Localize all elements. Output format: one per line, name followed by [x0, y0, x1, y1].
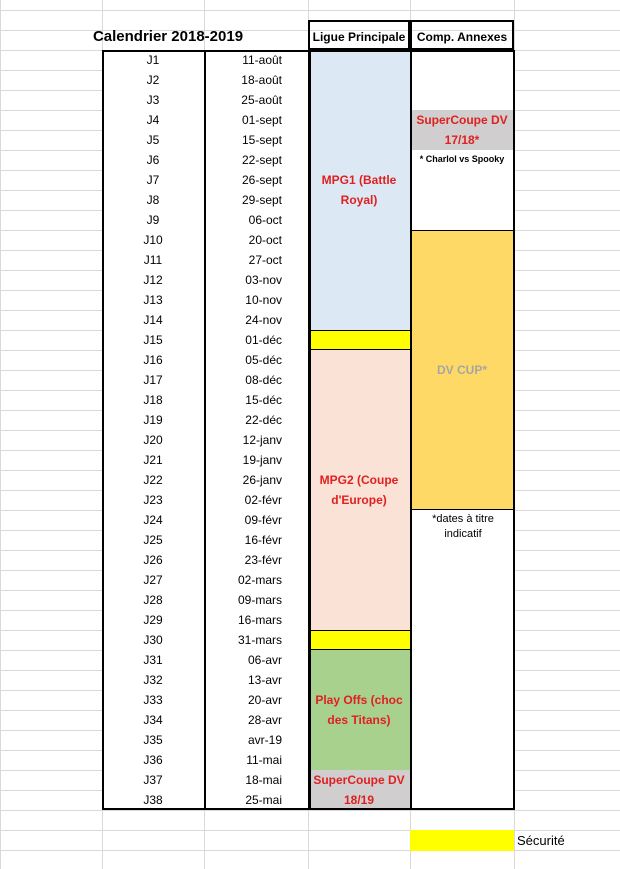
journee-cell: J5: [102, 130, 204, 150]
journee-cell: J37: [102, 770, 204, 790]
date-table-divider: [204, 50, 206, 810]
journee-cell: J21: [102, 450, 204, 470]
date-cell: 15-déc: [204, 390, 308, 410]
journee-cell: J3: [102, 90, 204, 110]
journee-cell: J32: [102, 670, 204, 690]
journee-cell: J23: [102, 490, 204, 510]
playoffs-block: Play Offs (choc des Titans): [308, 650, 410, 770]
journee-cell: J31: [102, 650, 204, 670]
date-cell: 16-mars: [204, 610, 308, 630]
legend-swatch: [410, 830, 514, 851]
date-cell: 06-oct: [204, 210, 308, 230]
journee-cell: J7: [102, 170, 204, 190]
journee-cell: J28: [102, 590, 204, 610]
journee-cell: J10: [102, 230, 204, 250]
date-cell: 31-mars: [204, 630, 308, 650]
journee-cell: J36: [102, 750, 204, 770]
date-cell: 16-févr: [204, 530, 308, 550]
journee-cell: J26: [102, 550, 204, 570]
journee-cell: J18: [102, 390, 204, 410]
journee-cell: J17: [102, 370, 204, 390]
date-cell: 22-sept: [204, 150, 308, 170]
date-cell: 25-mai: [204, 790, 308, 810]
date-cell: 11-août: [204, 50, 308, 70]
date-cell: 06-avr: [204, 650, 308, 670]
journee-cell: J14: [102, 310, 204, 330]
supercoupe-note: * Charlol vs Spooky: [419, 154, 505, 164]
dvcup-note: *dates à titre indicatif: [432, 513, 494, 540]
journee-cell: J9: [102, 210, 204, 230]
supercoupe-1718-block: SuperCoupe DV 17/18*: [410, 110, 514, 150]
date-cell: 08-déc: [204, 370, 308, 390]
journee-cell: J11: [102, 250, 204, 270]
mpg1-block: MPG1 (Battle Royal): [308, 50, 410, 330]
date-cell: 18-mai: [204, 770, 308, 790]
date-cell: 01-sept: [204, 110, 308, 130]
date-cell: 10-nov: [204, 290, 308, 310]
date-cell: 22-déc: [204, 410, 308, 430]
date-cell: 02-mars: [204, 570, 308, 590]
journee-cell: J22: [102, 470, 204, 490]
date-cell: 26-sept: [204, 170, 308, 190]
date-cell: 24-nov: [204, 310, 308, 330]
journee-cell: J30: [102, 630, 204, 650]
journee-cell: J19: [102, 410, 204, 430]
date-cell: 20-avr: [204, 690, 308, 710]
annexes-column-border: [410, 50, 515, 810]
date-cell: 23-févr: [204, 550, 308, 570]
date-cell: 15-sept: [204, 130, 308, 150]
header-comp-annexes: Comp. Annexes: [410, 20, 514, 50]
journee-cell: J4: [102, 110, 204, 130]
journee-cell: J1: [102, 50, 204, 70]
journee-cell: J6: [102, 150, 204, 170]
date-cell: 28-avr: [204, 710, 308, 730]
journee-cell: J13: [102, 290, 204, 310]
date-cell: 03-nov: [204, 270, 308, 290]
journee-cell: J2: [102, 70, 204, 90]
ligue-column-border: [308, 50, 412, 810]
date-cell: 05-déc: [204, 350, 308, 370]
journee-cell: J38: [102, 790, 204, 810]
date-cell: 02-févr: [204, 490, 308, 510]
legend-label: Sécurité: [517, 833, 565, 848]
calendar-title: Calendrier 2018-2019: [92, 28, 244, 45]
journee-cell: J35: [102, 730, 204, 750]
supercoupe-1819-block: SuperCoupe DV 18/19: [308, 770, 410, 810]
journee-cell: J8: [102, 190, 204, 210]
journee-cell: J16: [102, 350, 204, 370]
journee-cell: J33: [102, 690, 204, 710]
date-table-border: [102, 50, 311, 810]
journee-cell: J12: [102, 270, 204, 290]
date-cell: 18-août: [204, 70, 308, 90]
mpg2-block: MPG2 (Coupe d'Europe): [308, 350, 410, 630]
dvcup-block: DV CUP*: [410, 230, 514, 510]
journee-cell: J24: [102, 510, 204, 530]
date-cell: 13-avr: [204, 670, 308, 690]
date-cell: 26-janv: [204, 470, 308, 490]
date-cell: 29-sept: [204, 190, 308, 210]
date-cell: avr-19: [204, 730, 308, 750]
date-cell: 27-oct: [204, 250, 308, 270]
journee-cell: J25: [102, 530, 204, 550]
journee-cell: J20: [102, 430, 204, 450]
journee-cell: J15: [102, 330, 204, 350]
date-cell: 01-déc: [204, 330, 308, 350]
journee-cell: J34: [102, 710, 204, 730]
journee-cell: J27: [102, 570, 204, 590]
date-cell: 19-janv: [204, 450, 308, 470]
date-cell: 09-févr: [204, 510, 308, 530]
date-cell: 20-oct: [204, 230, 308, 250]
date-cell: 25-août: [204, 90, 308, 110]
header-ligue-principale: Ligue Principale: [308, 20, 410, 50]
date-cell: 12-janv: [204, 430, 308, 450]
date-cell: 09-mars: [204, 590, 308, 610]
journee-cell: J29: [102, 610, 204, 630]
date-cell: 11-mai: [204, 750, 308, 770]
